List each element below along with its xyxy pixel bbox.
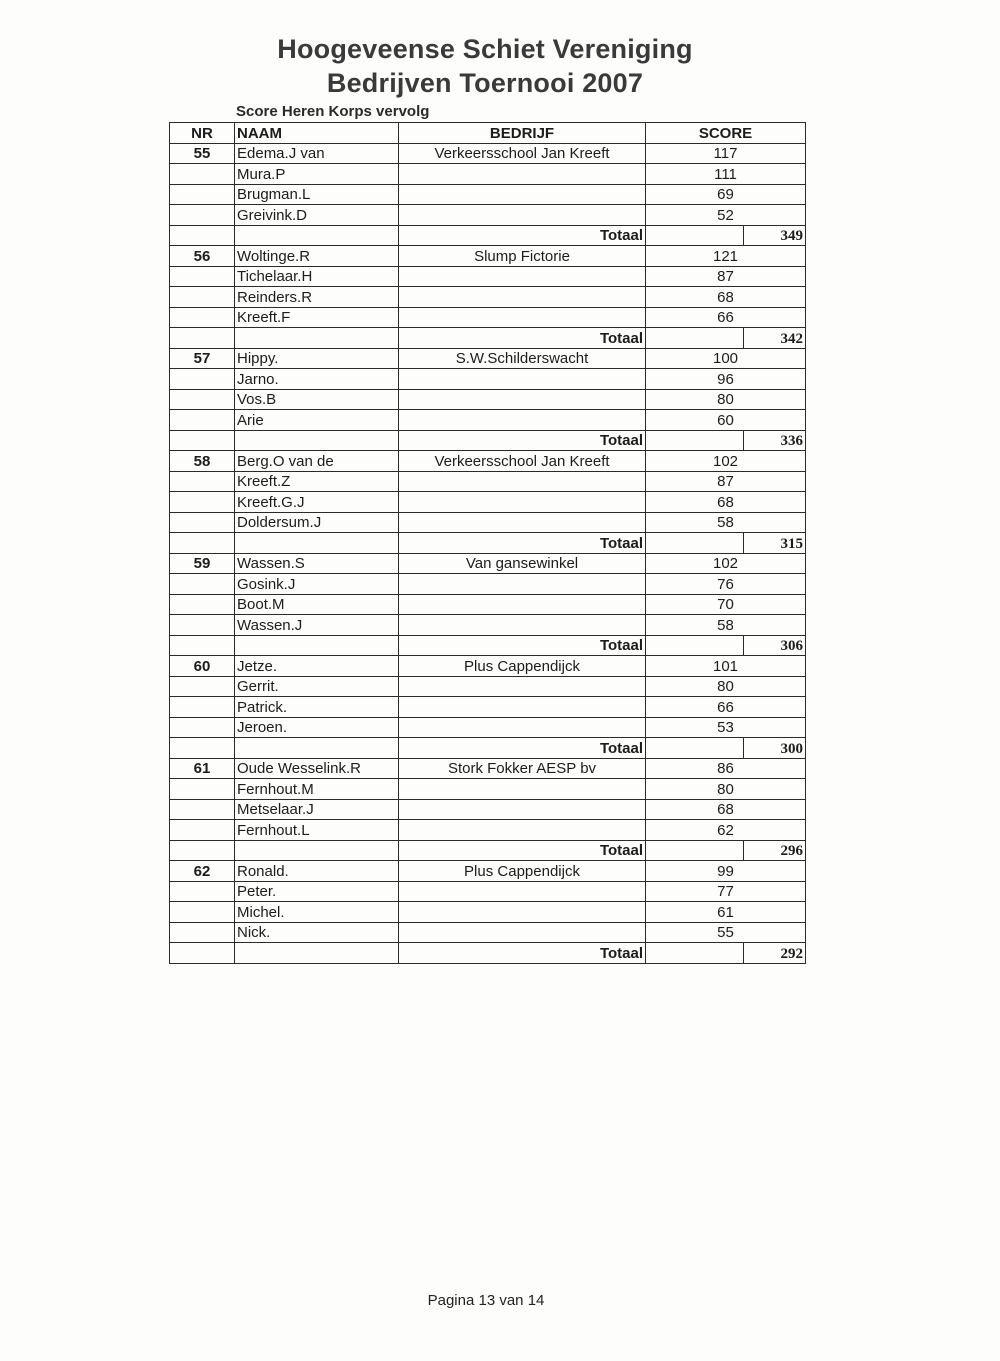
member-name: Kreeft.Z	[235, 471, 399, 492]
header-naam: NAAM	[235, 123, 399, 144]
page-title: Hoogeveense Schiet Vereniging	[277, 34, 693, 64]
company-name	[399, 471, 646, 492]
table-row	[170, 902, 806, 923]
table-header-row	[170, 123, 806, 144]
member-name: Kreeft.F	[235, 307, 399, 328]
member-name: Greivink.D	[235, 205, 399, 226]
team-total: 342	[744, 328, 806, 349]
company-name: Slump Fictorie	[399, 246, 646, 267]
table-row	[170, 717, 806, 738]
company-name	[399, 881, 646, 902]
table-row	[170, 779, 806, 800]
member-name: Gerrit.	[235, 676, 399, 697]
table-row	[170, 184, 806, 205]
member-name: Boot.M	[235, 594, 399, 615]
team-number: 58	[170, 451, 235, 472]
member-score: 87	[646, 471, 806, 492]
team-number	[170, 287, 235, 308]
member-name: Tichelaar.H	[235, 266, 399, 287]
member-name: Fernhout.L	[235, 820, 399, 841]
company-name: S.W.Schilderswacht	[399, 348, 646, 369]
total-row	[170, 430, 806, 451]
team-number: 57	[170, 348, 235, 369]
table-row	[170, 492, 806, 513]
member-score: 87	[646, 266, 806, 287]
table-row	[170, 594, 806, 615]
team-number	[170, 922, 235, 943]
company-name	[399, 594, 646, 615]
team-total: 292	[744, 943, 806, 964]
team-number	[170, 389, 235, 410]
team-number	[170, 717, 235, 738]
team-number	[170, 615, 235, 636]
team-total: 300	[744, 738, 806, 759]
team-number: 59	[170, 553, 235, 574]
table-row	[170, 861, 806, 882]
empty-cell	[235, 328, 399, 349]
member-name: Berg.O van de	[235, 451, 399, 472]
member-score: 76	[646, 574, 806, 595]
team-number: 56	[170, 246, 235, 267]
member-score: 101	[646, 656, 806, 677]
member-name: Michel.	[235, 902, 399, 923]
member-name: Woltinge.R	[235, 246, 399, 267]
empty-cell	[235, 943, 399, 964]
empty-cell	[646, 533, 744, 554]
empty-cell	[235, 533, 399, 554]
company-name	[399, 820, 646, 841]
table-caption: Score Heren Korps vervolg	[236, 103, 430, 120]
table-row	[170, 287, 806, 308]
team-total: 306	[744, 635, 806, 656]
member-score: 69	[646, 184, 806, 205]
member-score: 68	[646, 492, 806, 513]
member-name: Gosink.J	[235, 574, 399, 595]
member-name: Vos.B	[235, 389, 399, 410]
member-name: Jeroen.	[235, 717, 399, 738]
member-score: 117	[646, 143, 806, 164]
total-label: Totaal	[399, 943, 646, 964]
member-name: Wassen.S	[235, 553, 399, 574]
member-score: 62	[646, 820, 806, 841]
member-score: 53	[646, 717, 806, 738]
table-row	[170, 369, 806, 390]
team-number	[170, 266, 235, 287]
member-name: Mura.P	[235, 164, 399, 185]
member-score: 58	[646, 615, 806, 636]
team-number	[170, 779, 235, 800]
team-number: 55	[170, 143, 235, 164]
empty-cell	[646, 738, 744, 759]
member-score: 66	[646, 697, 806, 718]
table-row	[170, 512, 806, 533]
member-score: 55	[646, 922, 806, 943]
company-name: Plus Cappendijck	[399, 656, 646, 677]
table-row	[170, 799, 806, 820]
empty-cell	[170, 943, 235, 964]
member-score: 102	[646, 553, 806, 574]
table-row	[170, 143, 806, 164]
team-number	[170, 307, 235, 328]
company-name	[399, 164, 646, 185]
total-label: Totaal	[399, 738, 646, 759]
member-score: 86	[646, 758, 806, 779]
empty-cell	[235, 635, 399, 656]
member-name: Doldersum.J	[235, 512, 399, 533]
member-score: 111	[646, 164, 806, 185]
empty-cell	[170, 430, 235, 451]
team-number: 62	[170, 861, 235, 882]
member-name: Kreeft.G.J	[235, 492, 399, 513]
team-total: 296	[744, 840, 806, 861]
team-number	[170, 799, 235, 820]
total-label: Totaal	[399, 225, 646, 246]
table-row	[170, 348, 806, 369]
company-name	[399, 287, 646, 308]
member-name: Reinders.R	[235, 287, 399, 308]
member-score: 70	[646, 594, 806, 615]
member-score: 77	[646, 881, 806, 902]
header-score: SCORE	[646, 123, 806, 144]
page-number: Pagina 13 van 14	[427, 1292, 545, 1309]
table-row	[170, 758, 806, 779]
member-name: Oude Wesselink.R	[235, 758, 399, 779]
member-name: Nick.	[235, 922, 399, 943]
company-name: Verkeersschool Jan Kreeft	[399, 451, 646, 472]
member-score: 80	[646, 779, 806, 800]
company-name	[399, 512, 646, 533]
empty-cell	[235, 225, 399, 246]
header-nr: NR	[170, 123, 235, 144]
table-row	[170, 266, 806, 287]
team-number	[170, 205, 235, 226]
member-name: Edema.J van	[235, 143, 399, 164]
empty-cell	[235, 430, 399, 451]
team-number: 61	[170, 758, 235, 779]
team-number: 60	[170, 656, 235, 677]
header-bedrijf: BEDRIJF	[399, 123, 646, 144]
member-name: Wassen.J	[235, 615, 399, 636]
empty-cell	[235, 738, 399, 759]
table-row	[170, 410, 806, 431]
company-name	[399, 410, 646, 431]
empty-cell	[170, 738, 235, 759]
member-name: Patrick.	[235, 697, 399, 718]
company-name	[399, 574, 646, 595]
table-row	[170, 881, 806, 902]
team-number	[170, 512, 235, 533]
member-score: 80	[646, 389, 806, 410]
table-row	[170, 697, 806, 718]
total-row	[170, 840, 806, 861]
table-row	[170, 307, 806, 328]
member-score: 52	[646, 205, 806, 226]
company-name	[399, 799, 646, 820]
total-row	[170, 943, 806, 964]
total-label: Totaal	[399, 635, 646, 656]
member-name: Arie	[235, 410, 399, 431]
company-name: Stork Fokker AESP bv	[399, 758, 646, 779]
total-label: Totaal	[399, 533, 646, 554]
member-name: Metselaar.J	[235, 799, 399, 820]
member-name: Hippy.	[235, 348, 399, 369]
member-name: Jarno.	[235, 369, 399, 390]
empty-cell	[646, 328, 744, 349]
total-row	[170, 328, 806, 349]
table-row	[170, 574, 806, 595]
page-subtitle-event: Bedrijven Toernooi 2007	[326, 68, 644, 98]
table-row	[170, 922, 806, 943]
total-label: Totaal	[399, 840, 646, 861]
team-number	[170, 902, 235, 923]
company-name	[399, 307, 646, 328]
total-row	[170, 533, 806, 554]
total-label: Totaal	[399, 430, 646, 451]
company-name: Verkeersschool Jan Kreeft	[399, 143, 646, 164]
company-name	[399, 922, 646, 943]
table-row	[170, 820, 806, 841]
empty-cell	[170, 635, 235, 656]
member-name: Brugman.L	[235, 184, 399, 205]
company-name	[399, 266, 646, 287]
table-row	[170, 553, 806, 574]
total-label: Totaal	[399, 328, 646, 349]
team-number	[170, 881, 235, 902]
table-row	[170, 676, 806, 697]
member-score: 102	[646, 451, 806, 472]
empty-cell	[170, 840, 235, 861]
member-score: 58	[646, 512, 806, 533]
member-score: 60	[646, 410, 806, 431]
company-name	[399, 615, 646, 636]
member-score: 80	[646, 676, 806, 697]
member-name: Jetze.	[235, 656, 399, 677]
team-number	[170, 574, 235, 595]
team-number	[170, 492, 235, 513]
empty-cell	[646, 635, 744, 656]
empty-cell	[170, 225, 235, 246]
team-total: 315	[744, 533, 806, 554]
company-name: Plus Cappendijck	[399, 861, 646, 882]
company-name: Van gansewinkel	[399, 553, 646, 574]
table-row	[170, 451, 806, 472]
member-name: Peter.	[235, 881, 399, 902]
table-row	[170, 615, 806, 636]
team-number	[170, 471, 235, 492]
team-number	[170, 184, 235, 205]
company-name	[399, 779, 646, 800]
member-name: Ronald.	[235, 861, 399, 882]
team-number	[170, 594, 235, 615]
company-name	[399, 717, 646, 738]
team-total: 349	[744, 225, 806, 246]
empty-cell	[646, 943, 744, 964]
empty-cell	[235, 840, 399, 861]
company-name	[399, 697, 646, 718]
empty-cell	[646, 430, 744, 451]
empty-cell	[170, 328, 235, 349]
team-number	[170, 369, 235, 390]
table-row	[170, 246, 806, 267]
empty-cell	[646, 225, 744, 246]
member-score: 68	[646, 799, 806, 820]
table-row	[170, 205, 806, 226]
total-row	[170, 225, 806, 246]
member-name: Fernhout.M	[235, 779, 399, 800]
empty-cell	[646, 840, 744, 861]
team-number	[170, 697, 235, 718]
team-total: 336	[744, 430, 806, 451]
company-name	[399, 902, 646, 923]
table-row	[170, 389, 806, 410]
table-row	[170, 471, 806, 492]
member-score: 121	[646, 246, 806, 267]
team-number	[170, 410, 235, 431]
total-row	[170, 738, 806, 759]
member-score: 68	[646, 287, 806, 308]
table-row	[170, 164, 806, 185]
company-name	[399, 184, 646, 205]
score-table-body	[170, 123, 806, 964]
team-number	[170, 820, 235, 841]
member-score: 66	[646, 307, 806, 328]
empty-cell	[170, 533, 235, 554]
total-row	[170, 635, 806, 656]
score-table	[169, 122, 806, 964]
member-score: 96	[646, 369, 806, 390]
company-name	[399, 389, 646, 410]
table-row	[170, 656, 806, 677]
member-score: 99	[646, 861, 806, 882]
member-score: 61	[646, 902, 806, 923]
company-name	[399, 205, 646, 226]
company-name	[399, 676, 646, 697]
member-score: 100	[646, 348, 806, 369]
team-number	[170, 164, 235, 185]
company-name	[399, 369, 646, 390]
team-number	[170, 676, 235, 697]
company-name	[399, 492, 646, 513]
